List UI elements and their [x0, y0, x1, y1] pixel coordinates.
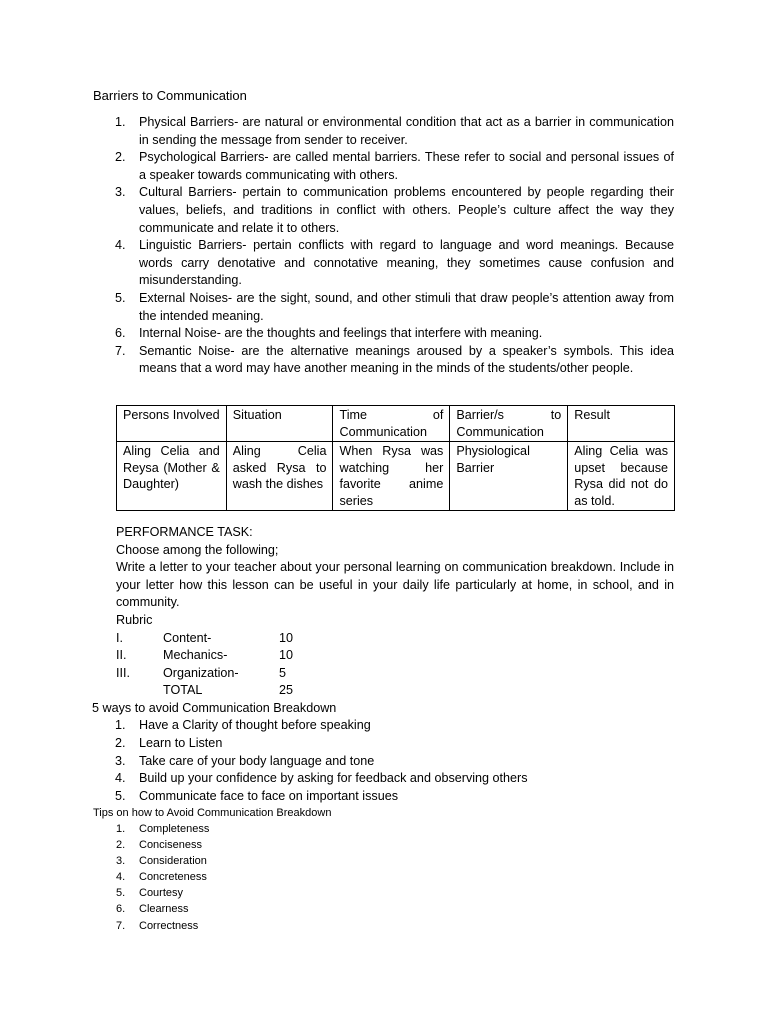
item-number: 3. [116, 855, 126, 868]
item-text: Courtesy [139, 887, 184, 900]
item-number: 4. [116, 871, 126, 884]
item-number: 7. [115, 343, 126, 358]
item-number: 6. [115, 326, 126, 341]
table-header-cell: Result [568, 406, 675, 442]
barriers-list [100, 114, 674, 378]
rubric-total-label: TOTAL [163, 683, 203, 698]
rubric-label: Rubric [116, 612, 153, 627]
rubric-score: 5 [279, 665, 287, 680]
list-item [100, 149, 674, 184]
item-text: Linguistic Barriers- pertain conflicts with regard to language and word meanings. Because words carry denotative and connotative meaning, they sometimes cause confusion and misunderstanding. [139, 238, 674, 288]
list-item [100, 788, 528, 806]
rubric-label-text: Content- [163, 630, 212, 645]
rubric-total-row [116, 682, 674, 700]
item-text: Conciseness [139, 839, 202, 852]
rubric-number: I. [116, 630, 123, 645]
list-item [100, 821, 209, 837]
table-row [117, 442, 675, 511]
rubric-total-score: 25 [279, 683, 294, 698]
item-number: 3. [115, 753, 126, 768]
list-item [100, 853, 209, 869]
list-item [100, 290, 674, 325]
performance-task-text: Write a letter to your teacher about your personal learning on communication breakdown. Include in your letter how this lesson can be useful in your daily life particularly at home, in school, and in community. [116, 560, 674, 610]
performance-instruction: Choose among the following; [116, 542, 279, 557]
list-item [100, 837, 209, 853]
list-item [100, 237, 674, 290]
list-item [100, 717, 528, 735]
item-number: 4. [115, 771, 126, 786]
item-text: Learn to Listen [139, 735, 223, 750]
item-text: Physical Barriers- are natural or environmental condition that act as a barrier in communication in sending the message from sender to receiver. [139, 115, 674, 147]
item-text: Consideration [139, 855, 207, 868]
list-item [100, 114, 674, 149]
tips-heading: Tips on how to Avoid Communication Breakdown [93, 807, 332, 819]
item-text: Cultural Barriers- pertain to communication problems encountered by people regarding their values, beliefs, and traditions in conflict with others. People’s culture affect the way they communicate and relate it to others. [139, 185, 674, 235]
item-text: Concreteness [139, 871, 207, 884]
list-item [100, 901, 209, 917]
table-header-cell: Persons Involved [117, 406, 227, 442]
table-header-cell: Barrier/s to Communication [450, 406, 568, 442]
item-text: Take care of your body language and tone [139, 753, 375, 768]
item-text: Build up your confidence by asking for feedback and observing others [139, 771, 528, 786]
item-number: 2. [115, 735, 126, 750]
item-text: Have a Clarity of thought before speaking [139, 718, 371, 732]
item-number: 1. [115, 115, 126, 129]
item-number: 2. [116, 839, 126, 852]
rubric-label-text: Organization- [163, 665, 239, 680]
item-text: Clearness [139, 903, 189, 916]
list-item [100, 325, 674, 343]
item-number: 5. [115, 789, 126, 804]
item-number: 5. [116, 887, 126, 900]
rubric-row [116, 647, 674, 665]
item-text: Completeness [139, 823, 210, 835]
rubric-row [116, 630, 674, 648]
document-title: Barriers to Communication [93, 88, 247, 103]
ways-list [100, 717, 528, 806]
item-number: 3. [115, 185, 126, 200]
item-text: Correctness [139, 919, 199, 932]
rubric-row [116, 665, 674, 683]
item-number: 2. [115, 150, 126, 165]
rubric-label-text: Mechanics- [163, 648, 228, 663]
item-number: 7. [116, 919, 126, 932]
item-number: 4. [115, 238, 126, 253]
list-item [100, 869, 209, 885]
list-item [100, 343, 674, 378]
rubric-number: III. [116, 665, 130, 680]
list-item [100, 184, 674, 237]
communication-table [116, 405, 675, 511]
rubric-number: II. [116, 648, 127, 663]
item-text: Psychological Barriers- are called mental barriers. These refer to social and personal issues of a speaker towards communicating with others. [139, 150, 674, 182]
item-number: 1. [115, 718, 126, 732]
list-item [100, 735, 528, 753]
table-cell: Aling Celia asked Rysa to wash the dishes [226, 442, 333, 511]
table-header-cell: Situation [226, 406, 333, 442]
rubric-score: 10 [279, 630, 294, 645]
item-number: 6. [116, 903, 126, 916]
list-item [100, 918, 209, 934]
performance-heading: PERFORMANCE TASK: [116, 525, 253, 539]
tips-list [100, 821, 209, 934]
table-cell: Aling Celia was upset because Rysa did not do as told. [568, 442, 675, 511]
table-header-cell: Time of Communication [333, 406, 450, 442]
list-item [100, 753, 528, 771]
item-text: Internal Noise- are the thoughts and feelings that interfere with meaning. [139, 326, 543, 341]
item-text: External Noises- are the sight, sound, and other stimuli that draw people’s attention away from the intended meaning. [139, 290, 674, 323]
item-number: 5. [115, 290, 126, 305]
item-number: 1. [116, 823, 126, 835]
list-item [100, 885, 209, 901]
rubric-score: 10 [279, 648, 294, 663]
item-text: Communicate face to face on important issues [139, 789, 398, 804]
list-item [100, 770, 528, 788]
table-cell: Aling Celia and Reysa (Mother & Daughter) [117, 442, 227, 511]
table-cell: Physiological Barrier [450, 442, 568, 511]
performance-task [116, 524, 674, 700]
table-cell: When Rysa was watching her favorite anime series [333, 442, 450, 511]
ways-heading: 5 ways to avoid Communication Breakdown [92, 701, 337, 715]
item-text: Semantic Noise- are the alternative meanings aroused by a speaker’s symbols. This idea means that a word may have another meaning in the minds of the students/other people. [139, 343, 674, 376]
table-header-row [117, 406, 675, 442]
